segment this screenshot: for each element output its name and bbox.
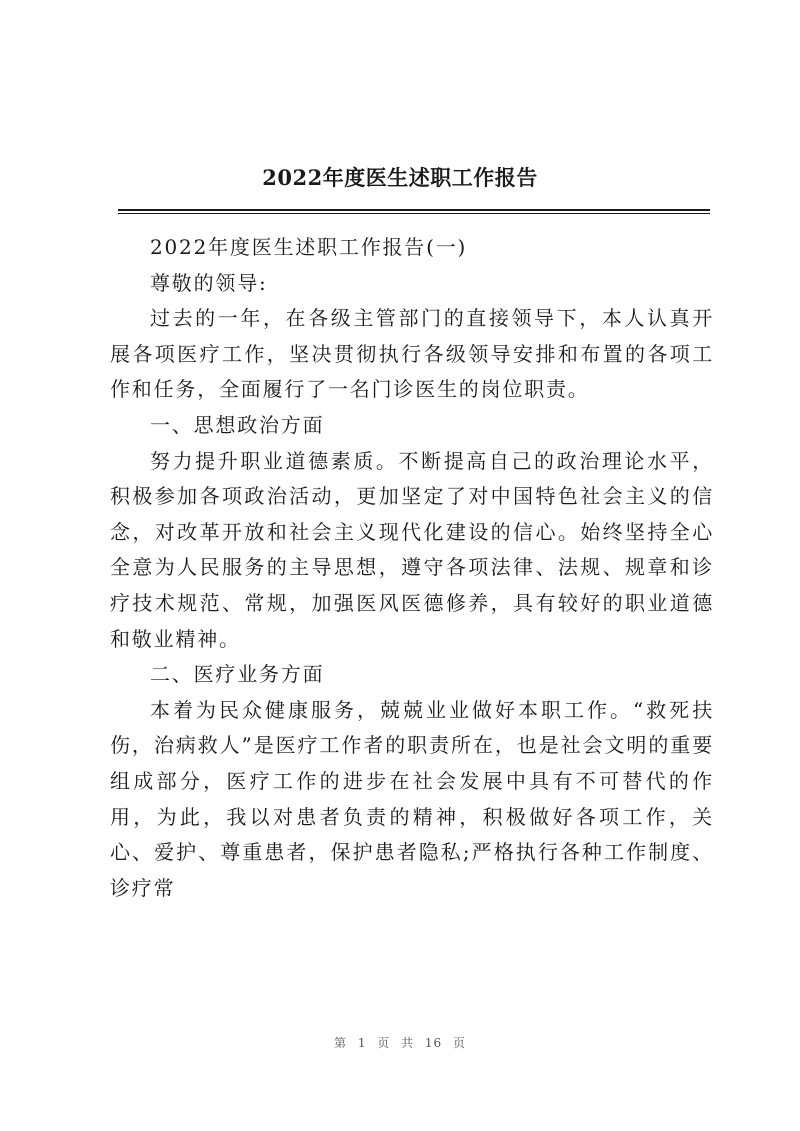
section-heading-political: 一、思想政治方面 (150, 412, 325, 437)
title-rule (118, 209, 710, 211)
paragraph-medical: 本着为民众健康服务，兢兢业业做好本职工作。“救死扶伤，治病救人”是医疗工作者的职责所在，也是社会文明的重要组成部分，医疗工作的进步在社会发展中具有不可替代的作用，为此，我以对患者负责的精神，积极做好各项工作，关心、爱护、尊重患者，保护患者隐私;严格执行各种工作制度、诊疗常 (110, 697, 714, 900)
section-heading-medical: 二、医疗业务方面 (150, 662, 325, 687)
paragraph-salutation: 尊敬的领导: (150, 270, 268, 295)
paragraph-subtitle: 2022年度医生述职工作报告(一) (150, 235, 468, 259)
title-rule-thin (118, 213, 710, 214)
document-body (110, 230, 714, 906)
paragraph-intro: 过去的一年，在各级主管部门的直接领导下，本人认真开展各项医疗工作，坚决贯彻执行各级领导安排和布置的各项工作和任务，全面履行了一名门诊医生的岗位职责。 (110, 306, 714, 402)
paragraph-political: 努力提升职业道德素质。不断提高自己的政治理论水平，积极参加各项政治活动，更加坚定了对中国特色社会主义的信念，对改革开放和社会主义现代化建设的信心。始终坚持全心全意为人民服务的主导思想，遵守各项法律、法规、规章和诊疗技术规范、常规，加强医风医德修养，具有较好的职业道德和敬业精神。 (110, 448, 714, 651)
page-number-footer: 第 1 页 共 16 页 (334, 1036, 466, 1050)
document-title: 2022年度医生述职工作报告 (262, 165, 538, 190)
